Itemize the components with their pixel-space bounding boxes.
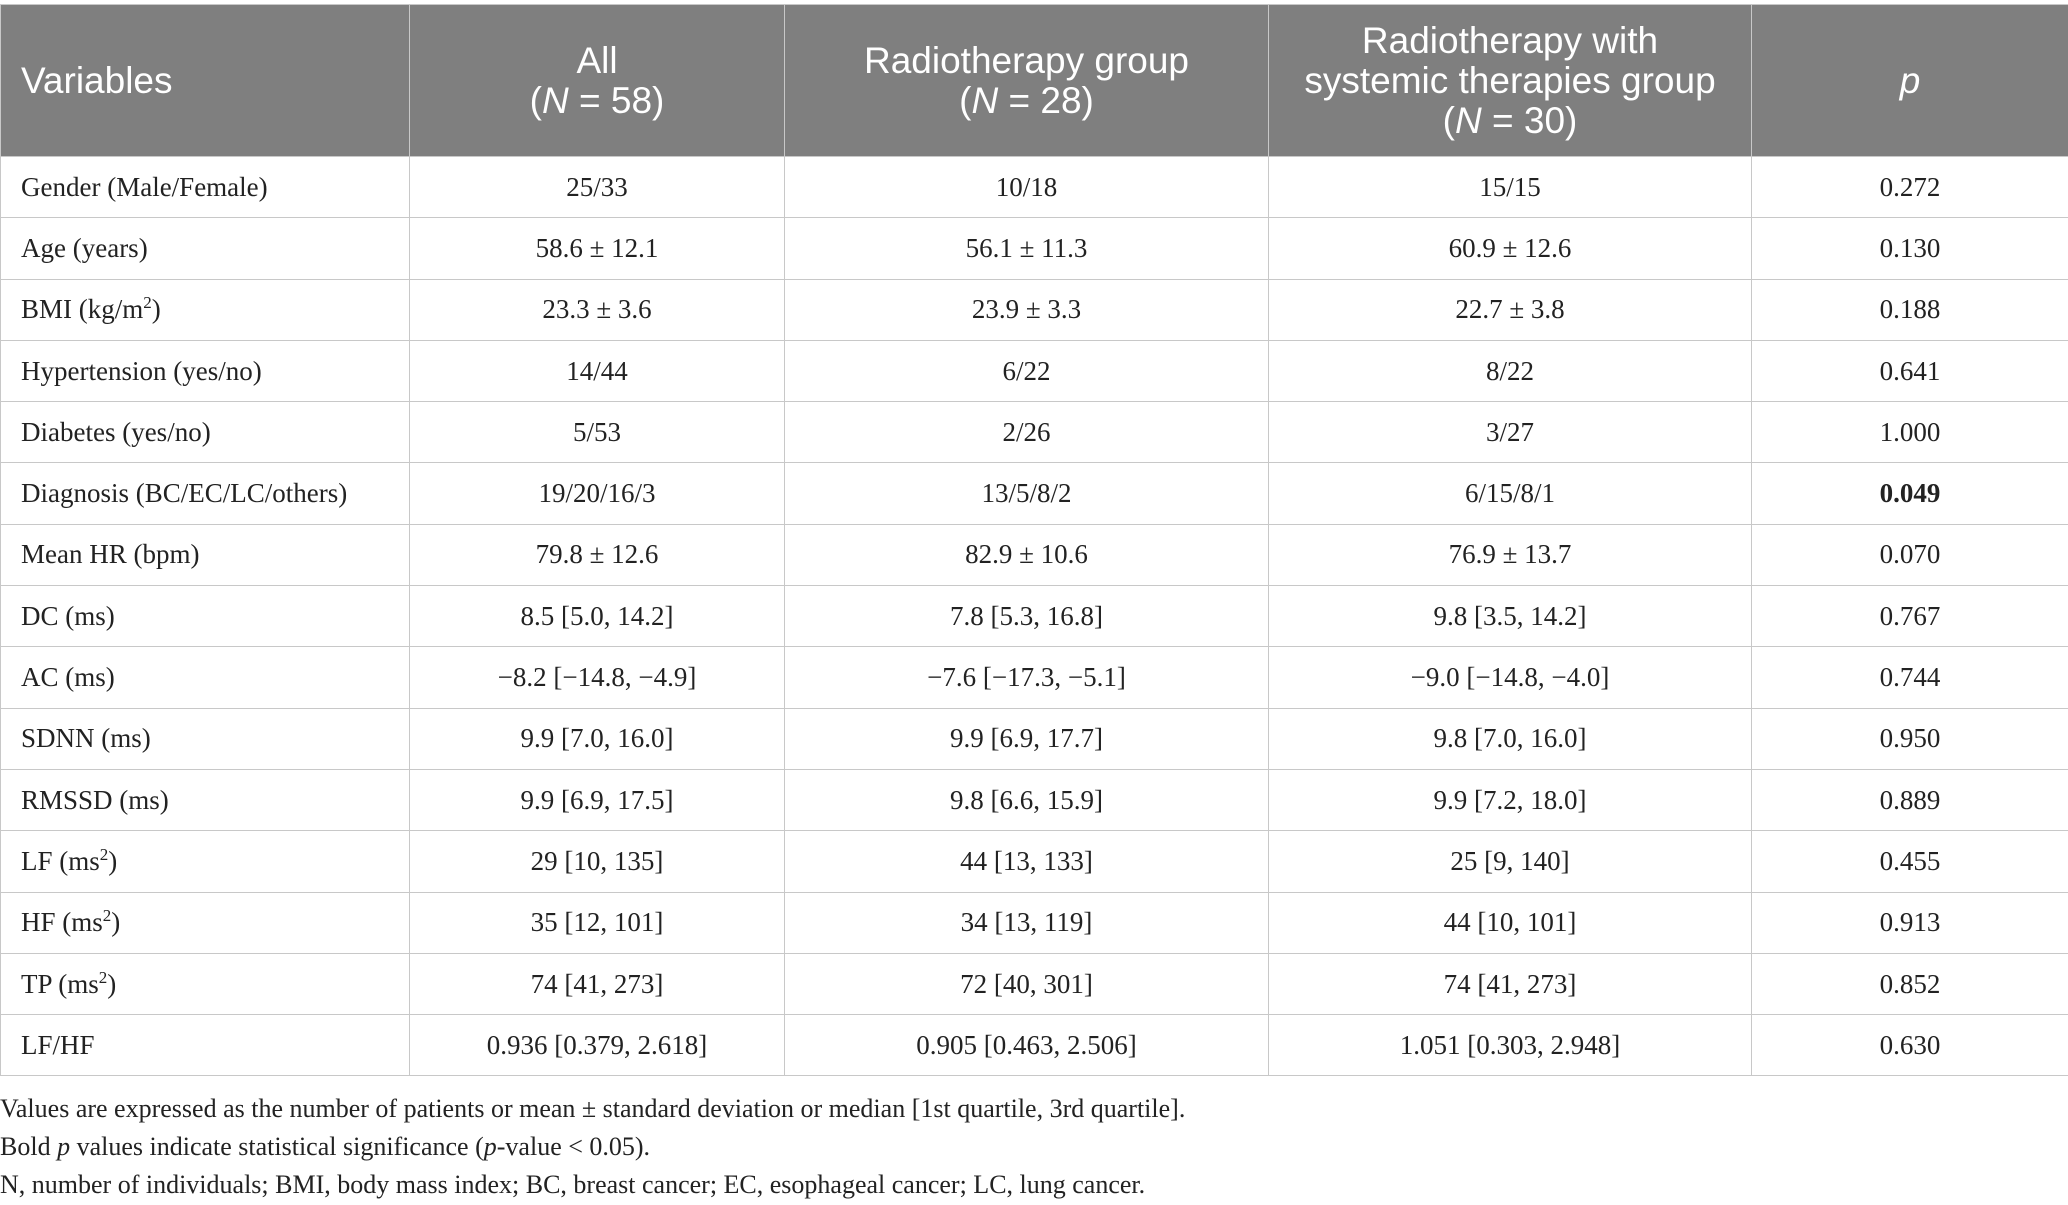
cell-p-value: 0.630 <box>1752 1015 2068 1076</box>
table-row <box>1 769 2068 830</box>
table-row <box>1 831 2068 892</box>
cell-radiotherapy: 10/18 <box>785 157 1269 218</box>
cell-all: 19/20/16/3 <box>410 463 785 524</box>
cell-p-value: 0.950 <box>1752 708 2068 769</box>
cell-all: 74 [41, 273] <box>410 953 785 1014</box>
cell-variable: Diabetes (yes/no) <box>1 402 410 463</box>
table-row <box>1 586 2068 647</box>
cell-p-value: 0.188 <box>1752 279 2068 340</box>
cell-radiotherapy: 9.9 [6.9, 17.7] <box>785 708 1269 769</box>
cell-radiotherapy-systemic: 8/22 <box>1269 340 1752 401</box>
cell-variable: Gender (Male/Female) <box>1 157 410 218</box>
cell-all: 58.6 ± 12.1 <box>410 218 785 279</box>
cell-all: 79.8 ± 12.6 <box>410 524 785 585</box>
header-p-value: p <box>1752 5 2068 157</box>
cell-radiotherapy: 72 [40, 301] <box>785 953 1269 1014</box>
cell-p-value: 0.130 <box>1752 218 2068 279</box>
cell-variable: TP $(ms^2)$ <box>1 953 410 1014</box>
cell-variable: Diagnosis (BC/EC/LC/others) <box>1 463 410 524</box>
footnote-bold-significance: Bold p values indicate statistical significance (p-value < 0.05). <box>0 1132 651 1161</box>
cell-p-value: 0.889 <box>1752 769 2068 830</box>
table-row <box>1 1015 2068 1076</box>
cell-radiotherapy-systemic: 9.8 [3.5, 14.2] <box>1269 586 1752 647</box>
cell-p-value: 0.767 <box>1752 586 2068 647</box>
cell-variable: DC (ms) <box>1 586 410 647</box>
cell-p-value: 0.744 <box>1752 647 2068 708</box>
cell-variable: Age (years) <box>1 218 410 279</box>
table-row <box>1 218 2068 279</box>
cell-radiotherapy-systemic: 3/27 <box>1269 402 1752 463</box>
cell-all: 9.9 [7.0, 16.0] <box>410 708 785 769</box>
cell-radiotherapy: 9.8 [6.6, 15.9] <box>785 769 1269 830</box>
table-row <box>1 340 2068 401</box>
table-row <box>1 157 2068 218</box>
baseline-characteristics-table <box>0 4 2068 1076</box>
cell-radiotherapy: −7.6 [−17.3, −5.1] <box>785 647 1269 708</box>
header-radiotherapy-group: Radiotherapy group (N = 28) <box>785 5 1269 157</box>
header-radiotherapy-systemic-group: Radiotherapy with systemic therapies group (N = 30) <box>1269 5 1752 157</box>
cell-variable: LF $(ms^2)$ <box>1 831 410 892</box>
cell-all: 35 [12, 101] <box>410 892 785 953</box>
table-row <box>1 953 2068 1014</box>
cell-p-value: 0.641 <box>1752 340 2068 401</box>
cell-radiotherapy-systemic: 74 [41, 273] <box>1269 953 1752 1014</box>
cell-variable: Mean HR (bpm) <box>1 524 410 585</box>
cell-all: 14/44 <box>410 340 785 401</box>
cell-variable: AC (ms) <box>1 647 410 708</box>
cell-radiotherapy-systemic: 60.9 ± 12.6 <box>1269 218 1752 279</box>
footnote-abbreviations: N, number of individuals; BMI, body mass index; BC, breast cancer; EC, esophageal cancer; LC, lung cancer. <box>0 1170 1146 1199</box>
cell-p-value: 0.272 <box>1752 157 2068 218</box>
cell-variable: RMSSD (ms) <box>1 769 410 830</box>
cell-radiotherapy: 56.1 ± 11.3 <box>785 218 1269 279</box>
table-row <box>1 892 2068 953</box>
cell-all: 9.9 [6.9, 17.5] <box>410 769 785 830</box>
table-row <box>1 279 2068 340</box>
cell-radiotherapy-systemic: 6/15/8/1 <box>1269 463 1752 524</box>
cell-p-value: 1.000 <box>1752 402 2068 463</box>
cell-p-value: 0.049 <box>1752 463 2068 524</box>
cell-radiotherapy-systemic: 76.9 ± 13.7 <box>1269 524 1752 585</box>
cell-radiotherapy-systemic: 25 [9, 140] <box>1269 831 1752 892</box>
cell-radiotherapy: 82.9 ± 10.6 <box>785 524 1269 585</box>
cell-variable: HF $(ms^2)$ <box>1 892 410 953</box>
cell-radiotherapy: 23.9 ± 3.3 <box>785 279 1269 340</box>
cell-variable: LF/HF <box>1 1015 410 1076</box>
cell-all: −8.2 [−14.8, −4.9] <box>410 647 785 708</box>
cell-radiotherapy: 44 [13, 133] <box>785 831 1269 892</box>
cell-radiotherapy: 6/22 <box>785 340 1269 401</box>
cell-all: 23.3 ± 3.6 <box>410 279 785 340</box>
table-row <box>1 524 2068 585</box>
cell-all: 5/53 <box>410 402 785 463</box>
cell-all: 0.936 [0.379, 2.618] <box>410 1015 785 1076</box>
cell-radiotherapy-systemic: 22.7 ± 3.8 <box>1269 279 1752 340</box>
table-footnotes <box>0 1090 1185 1204</box>
table-row <box>1 647 2068 708</box>
cell-radiotherapy-systemic: 9.9 [7.2, 18.0] <box>1269 769 1752 830</box>
cell-radiotherapy-systemic: 1.051 [0.303, 2.948] <box>1269 1015 1752 1076</box>
table-row <box>1 463 2068 524</box>
results-table-container <box>0 4 2068 1076</box>
header-all: All (N = 58) <box>410 5 785 157</box>
table-row <box>1 402 2068 463</box>
cell-radiotherapy-systemic: 9.8 [7.0, 16.0] <box>1269 708 1752 769</box>
footnote-values: Values are expressed as the number of patients or mean ± standard deviation or median [1st quartile, 3rd quartile]. <box>0 1094 1186 1123</box>
cell-radiotherapy-systemic: 44 [10, 101] <box>1269 892 1752 953</box>
cell-p-value: 0.070 <box>1752 524 2068 585</box>
cell-radiotherapy: 7.8 [5.3, 16.8] <box>785 586 1269 647</box>
cell-all: 25/33 <box>410 157 785 218</box>
cell-radiotherapy-systemic: −9.0 [−14.8, −4.0] <box>1269 647 1752 708</box>
cell-p-value: 0.455 <box>1752 831 2068 892</box>
cell-radiotherapy: 2/26 <box>785 402 1269 463</box>
cell-all: 29 [10, 135] <box>410 831 785 892</box>
cell-radiotherapy: 34 [13, 119] <box>785 892 1269 953</box>
table-row <box>1 708 2068 769</box>
table-header-row <box>1 5 2068 157</box>
cell-variable: SDNN (ms) <box>1 708 410 769</box>
header-variables: Variables <box>1 5 410 157</box>
cell-radiotherapy-systemic: 15/15 <box>1269 157 1752 218</box>
cell-variable: BMI $(kg/m^2)$ <box>1 279 410 340</box>
cell-variable: Hypertension (yes/no) <box>1 340 410 401</box>
cell-p-value: 0.852 <box>1752 953 2068 1014</box>
cell-p-value: 0.913 <box>1752 892 2068 953</box>
cell-radiotherapy: 13/5/8/2 <box>785 463 1269 524</box>
cell-radiotherapy: 0.905 [0.463, 2.506] <box>785 1015 1269 1076</box>
cell-all: 8.5 [5.0, 14.2] <box>410 586 785 647</box>
